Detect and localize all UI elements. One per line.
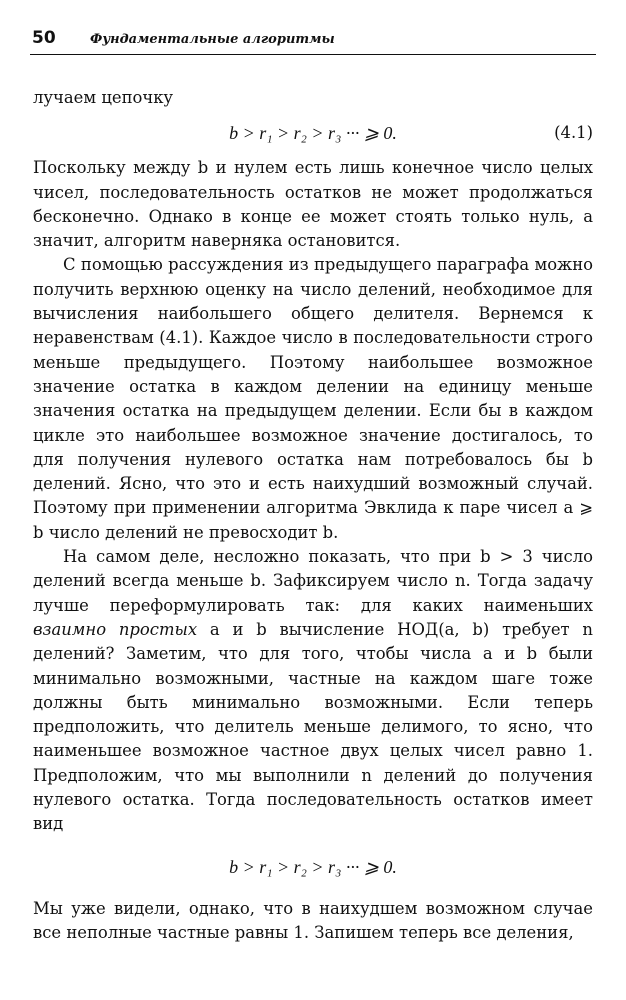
page-header [30,24,596,55]
formula-remainders [33,837,593,897]
intro-line: лучаем цепочку [33,88,174,107]
formula-4-1-text: b > r₁ > r₂ > r₃ ··· ⩾ 0. [229,123,397,144]
paragraph-4: Мы уже видели, однако, что в наихудшем возможном случае все неполные частные равны 1. Запишем теперь все деления, [33,898,593,942]
running-title: Фундаментальные алгоритмы [90,32,335,47]
formula-4-1 [33,110,593,156]
equation-number: (4.1) [554,123,593,143]
paragraph-3-part-2: a и b вычисление НОД(a, b) требует n делений? Заметим, что для того, чтобы числа a и b были минимально возможными, частные на каждом шаге тоже должны быть минимально возможными. Если теперь предположить, что делитель меньше делимого, то ясно, что наименьшее возможное частное двух целых чисел равно 1. Предположим, что мы выполнили n делений до получения нулевого остатка. Тогда последовательность остатков имеет вид [33,619,593,834]
paragraph-3-part-1: На самом деле, несложно показать, что при b > 3 число делений всегда меньше b. Зафиксируем число n. Тогда задачу лучше переформулировать так: для каких наименьших [33,547,593,615]
paragraph-3-emphasis: взаимно простых [33,619,198,639]
page-body [33,86,593,945]
paragraph-3 [33,545,593,837]
paragraph-1: Поскольку между b и нулем есть лишь конечное число целых чисел, последовательность остатков не может продолжаться бесконечно. Однако в конце ее может стоять только нуль, а значит, алгоритм наверняка остановится. [33,158,593,251]
formula-remainders-text: b > r₁ > r₂ > r₃ ··· ⩾ 0. [229,856,397,877]
page-number: 50 [32,28,56,48]
paragraph-2: С помощью рассуждения из предыдущего параграфа можно получить верхнюю оценку на число делений, необходимое для вычисления наибольшего общего делителя. Вернемся к неравенствам (4.1). Каждое число в последовательности строго меньше предыдущего. Поэтому наибольшее возможное значение остатка в каждом делении на единицу меньше значения остатка на предыдущем делении. Если бы в каждом цикле это наибольшее возможное значение достигалось, то для получения нулевого остатка нам потребовалось бы b делений. Ясно, что это и есть наихудший возможный случай. Поэтому при применении алгоритма Эвклида к паре чисел a ⩾ b число делений не превосходит b. [33,255,593,542]
